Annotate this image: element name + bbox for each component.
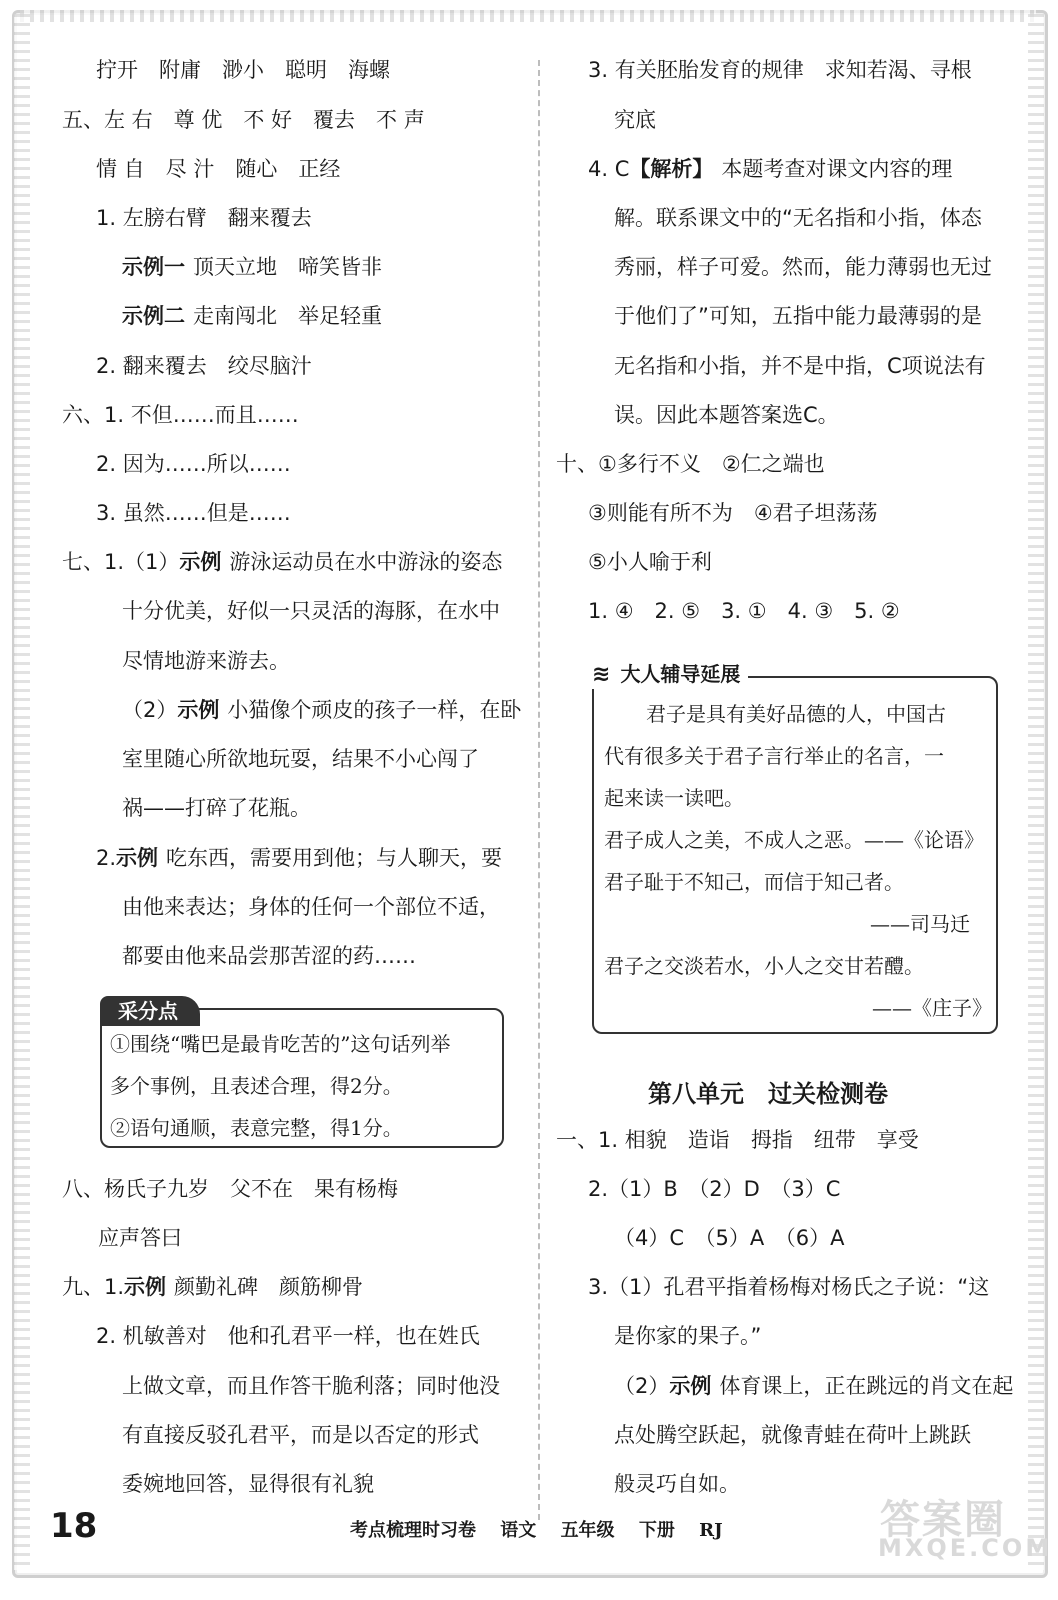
- right-line-14: [588, 1175, 840, 1203]
- column-divider: [538, 60, 540, 1520]
- line-text: 十分优美，好似一只灵活的海豚，在水中: [122, 599, 500, 623]
- line-text: 体育课上，正在跳远的肖文在起: [719, 1374, 1014, 1398]
- right-line-11: [588, 548, 712, 576]
- left-line-1: [96, 56, 390, 84]
- right-line-5: [614, 253, 992, 281]
- line-prefix: （2）: [122, 698, 178, 722]
- line-text: 小猫像个顽皮的孩子一样，在卧: [227, 698, 522, 722]
- line-text: ⑤小人喻于利: [588, 550, 712, 574]
- line-text: 是你家的果子。”: [614, 1324, 762, 1348]
- left-line-7: [96, 352, 312, 380]
- line-text: 点处腾空跃起，就像青蛙在荷叶上跳跃: [614, 1423, 971, 1447]
- left-line-3: [96, 155, 340, 183]
- left-line-18: [122, 893, 500, 921]
- left-line-10: [96, 499, 291, 527]
- line-text: 上做文章，而且作答干脆利落；同时他没: [122, 1374, 500, 1398]
- line-text: 秀丽，样子可爱。然而，能力薄弱也无过: [614, 255, 992, 279]
- left-line-14: [122, 696, 521, 724]
- line-text: 3.（1）孔君平指着杨梅对杨氏之子说：“这: [588, 1275, 990, 1299]
- right-line-9: [556, 450, 825, 478]
- left-line-16: [122, 794, 311, 822]
- left-line-26: [122, 1470, 374, 1498]
- left-line-2: [62, 106, 425, 134]
- right-line-6: [614, 302, 982, 330]
- line-text: 有直接反驳孔君平，而是以否定的形式: [122, 1423, 479, 1447]
- line-text: 顶天立地 啼笑皆非: [193, 255, 382, 279]
- scoring-line-2: 多个事例，且表述合理，得2分。: [110, 1074, 403, 1098]
- footer-grade: 五年级: [560, 1520, 615, 1541]
- line-text: 无名指和小指，并不是中指，C项说法有: [614, 354, 986, 378]
- example-label: 示例: [124, 1275, 167, 1299]
- line-text: 吃东西，需要用到他；与人聊天，要: [166, 846, 503, 870]
- left-line-4: [96, 204, 312, 232]
- line-text: 走南闯北 举足轻重: [193, 304, 382, 328]
- line-text: 2.（1）B （2）D （3）C: [588, 1177, 841, 1201]
- line-text: 2. 因为……所以……: [96, 452, 291, 476]
- right-line-15: [614, 1224, 844, 1252]
- line-text: 室里随心所欲地玩耍，结果不小心闯了: [122, 747, 479, 771]
- line-prefix: 2.: [96, 846, 117, 870]
- scoring-line-3: ②语句通顺，表意完整，得1分。: [110, 1116, 403, 1140]
- line-text: 一、1. 相貌 造诣 拇指 纽带 享受: [556, 1128, 919, 1152]
- footer-edition: RJ: [699, 1520, 723, 1541]
- left-line-21: [98, 1224, 182, 1252]
- right-wave-border: [1028, 14, 1044, 1570]
- left-line-25: [122, 1421, 479, 1449]
- footer-volume: 下册: [638, 1520, 675, 1541]
- right-line-18: [614, 1372, 1013, 1400]
- right-line-4: [614, 204, 982, 232]
- line-text: 颜勤礼碑 颜筋柳骨: [174, 1275, 364, 1299]
- extension-box: [592, 662, 998, 1034]
- example-label: 示例: [116, 846, 159, 870]
- left-line-20: [62, 1175, 398, 1203]
- watermark-line-1: 答案圈: [880, 1497, 1006, 1543]
- right-line-17: [614, 1322, 761, 1350]
- line-text: 十、①多行不义 ②仁之端也: [556, 452, 825, 476]
- example-label: 示例: [177, 698, 220, 722]
- example-label: 示例: [669, 1374, 712, 1398]
- right-line-1: [588, 56, 972, 84]
- line-text: 尽情地游来游去。: [122, 649, 290, 673]
- left-line-6: [122, 302, 382, 330]
- left-line-23: [96, 1322, 480, 1350]
- line-text: 游泳运动员在水中游泳的姿态: [229, 550, 503, 574]
- line-prefix: 4. C: [588, 157, 630, 181]
- line-prefix: （2）: [614, 1374, 670, 1398]
- left-line-15: [122, 745, 479, 773]
- page-number: 18: [50, 1506, 98, 1546]
- line-text: 委婉地回答，显得很有礼貌: [122, 1472, 374, 1496]
- left-line-9: [96, 450, 291, 478]
- line-text: 2. 翻来覆去 绞尽脑汁: [96, 354, 312, 378]
- section-title: 第八单元 过关检测卷: [648, 1080, 888, 1108]
- line-text: 都要由他来品尝那苦涩的药……: [122, 944, 416, 968]
- left-line-19: [122, 942, 416, 970]
- extension-box-title: 大人辅导延展: [620, 662, 741, 686]
- scoring-line-1: ①围绕“嘴巴是最肯吃苦的”这句话列举: [110, 1032, 451, 1056]
- extension-line-8: ——《庄子》: [872, 996, 992, 1020]
- line-text: 3. 虽然……但是……: [96, 501, 291, 525]
- right-line-3: [588, 155, 952, 183]
- extension-line-6: ——司马迁: [870, 912, 970, 936]
- extension-box-tag: [584, 660, 748, 689]
- line-text: 应声答曰: [98, 1226, 182, 1250]
- right-line-8: [614, 401, 839, 429]
- left-line-12: [122, 597, 500, 625]
- example-label: 【解析】: [629, 157, 714, 181]
- extension-line-2: 代有很多关于君子言行举止的名言，一: [604, 744, 944, 768]
- wave-lines-icon: ≋: [592, 662, 611, 687]
- line-text: 般灵巧自如。: [614, 1472, 740, 1496]
- right-line-12: [588, 597, 900, 625]
- right-line-16: [588, 1273, 989, 1301]
- top-wave-border: [20, 10, 1036, 22]
- right-line-13: [556, 1126, 919, 1154]
- line-text: 解。联系课文中的“无名指和小指，体态: [614, 206, 982, 230]
- right-line-19: [614, 1421, 971, 1449]
- right-line-10: [588, 499, 878, 527]
- footer-series: 考点梳理时习卷: [350, 1520, 476, 1541]
- line-text: （4）C （5）A （6）A: [614, 1226, 845, 1250]
- line-text: 本题考查对课文内容的理: [721, 157, 953, 181]
- line-text: 究底: [614, 108, 656, 132]
- left-line-24: [122, 1372, 500, 1400]
- line-text: 3. 有关胚胎发育的规律 求知若渴、寻根: [588, 58, 972, 82]
- watermark-logo: [870, 1488, 1053, 1568]
- line-text: 2. 机敏善对 他和孔君平一样，也在姓氏: [96, 1324, 480, 1348]
- extension-line-5: 君子耻于不知己，而信于知己者。: [604, 870, 904, 894]
- line-text: 拧开 附庸 渺小 聪明 海螺: [96, 58, 390, 82]
- line-text: 八、杨氏子九岁 父不在 果有杨梅: [62, 1177, 398, 1201]
- example-label: 示例二: [122, 304, 185, 328]
- left-line-13: [122, 647, 290, 675]
- example-label: 示例一: [122, 255, 185, 279]
- example-label: 示例: [179, 550, 222, 574]
- line-text: 于他们了”可知，五指中能力最薄弱的是: [614, 304, 982, 328]
- right-line-7: [614, 352, 986, 380]
- footer-subject: 语文: [500, 1520, 537, 1541]
- extension-line-4: 君子成人之美，不成人之恶。——《论语》: [604, 828, 984, 852]
- line-text: 六、1. 不但……而且……: [62, 403, 299, 427]
- line-prefix: 九、1.: [62, 1275, 125, 1299]
- line-text: 1. ④ 2. ⑤ 3. ① 4. ③ 5. ②: [588, 599, 900, 623]
- extension-line-3: 起来读一读吧。: [604, 786, 744, 810]
- extension-line-7: 君子之交淡若水，小人之交甘若醴。: [604, 954, 924, 978]
- line-text: 误。因此本题答案选C。: [614, 403, 839, 427]
- left-line-5: [122, 253, 382, 281]
- scoring-box-tag: 采分点: [100, 996, 200, 1026]
- watermark-line-2: MXQE.COM: [878, 1534, 1053, 1562]
- line-text: 1. 左膀右臂 翻来覆去: [96, 206, 312, 230]
- left-line-8: [62, 401, 299, 429]
- line-prefix: 七、1.（1）: [62, 550, 180, 574]
- right-line-2: [614, 106, 656, 134]
- line-text: 祸——打碎了花瓶。: [122, 796, 311, 820]
- left-line-11: [62, 548, 502, 576]
- footer-info: [350, 1516, 741, 1542]
- left-line-17: [96, 844, 502, 872]
- extension-line-1: 君子是具有美好品德的人，中国古: [646, 702, 946, 726]
- left-wave-border: [14, 14, 30, 1570]
- right-line-20: [614, 1470, 740, 1498]
- line-text: 由他来表达；身体的任何一个部位不适，: [122, 895, 500, 919]
- scoring-box: [100, 999, 504, 1148]
- line-text: ③则能有所不为 ④君子坦荡荡: [588, 501, 878, 525]
- line-text: 五、左 右 尊 优 不 好 覆去 不 声: [62, 108, 425, 132]
- left-line-22: [62, 1273, 363, 1301]
- line-text: 情 自 尽 汁 随心 正经: [96, 157, 341, 181]
